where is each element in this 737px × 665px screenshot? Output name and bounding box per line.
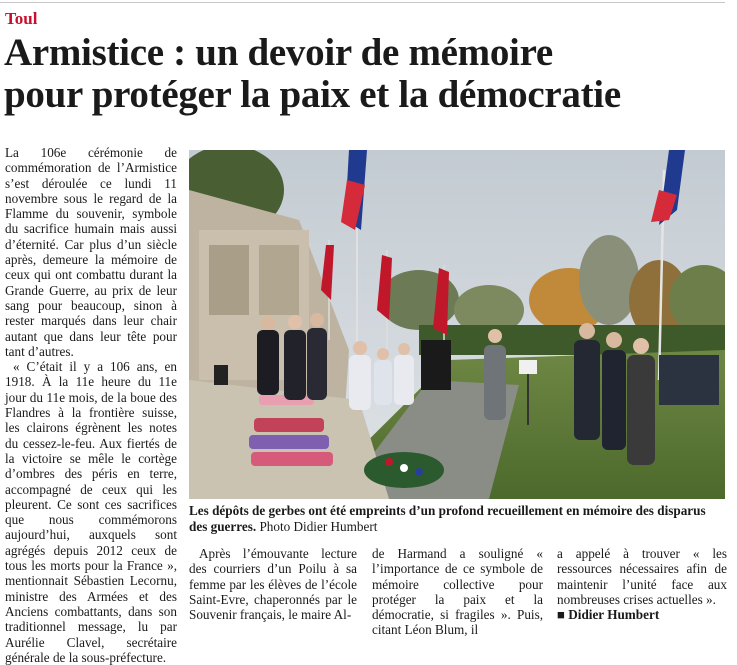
paragraph-3-cont: de Harmand a souligné « l’importance de ce symbole de mémoire collective pour protéger la paix et la démocratie, si fragiles ». Puis, citant Léon Blum, il	[372, 546, 543, 638]
paragraph-3-end: a appelé à trouver « les ressources nécessaires afin de maintenir l’unité face aux nombreuses crises actuelles ».	[557, 546, 727, 607]
byline: ■ Didier Humbert	[557, 607, 660, 623]
hedge	[419, 325, 725, 355]
article-column-3	[372, 546, 543, 638]
article-column-4	[557, 546, 727, 622]
ceremony-photo	[189, 150, 725, 499]
section-kicker: Toul	[5, 9, 38, 28]
flame-of-remembrance	[214, 365, 228, 385]
headline-line-1: Armistice : un devoir de mémoire	[4, 31, 553, 74]
headline	[4, 32, 732, 116]
article-column-1	[5, 145, 177, 665]
ceremony-photo-illustration	[189, 150, 725, 499]
caption-text: Les dépôts de gerbes ont été empreints d’un profond recueillement en mémoire des disparus des guerres.	[189, 503, 706, 534]
paragraph-1: La 106e cérémonie de commémoration de l’Armistice s’est déroulée ce lundi 11 novembre sous le regard de la Flamme du souvenir, symbole du sacrifice humain mais aussi d’éternité. Car plus d’un siècle après, demeure la mémoire de ceux qui ont combattu durant la Grande Guerre, au prix de leur sang pour beaucoup, sinon à rester marqués dans leur chair autant que dans leur tête pour tant d’autres.	[5, 145, 177, 359]
paragraph-3: Après l’émouvante lecture des courriers d’un Poilu à sa femme par les élèves de l’école Saint-Evre, chaperonnés par le Souvenir français, le maire Al-	[189, 546, 357, 623]
paragraph-2: « C’était il y a 106 ans, en 1918. À la 11e heure du 11e jour du 11e mois, de la boue des Flandres à la frontière suisse, les clairons égrènent les notes du cessez-le-feu. Aux fiertés de la victoire se mêle le cortège d’ombres des péris en terre, accompagné de ceux qui les pleurent. Ce sont ces sacrifices que nous commémorons aujourd’hui, auxquels sont agrégés depuis 2012 ceux de tous les morts pour la France », mentionnait Sébastien Lecornu, ministre des Armées et des Anciens combattants, dans son traditionnel message, lu par Aurélie Clavel, secrétaire générale de la sous-préfecture.	[5, 359, 177, 665]
headline-line-2: pour protéger la paix et la démocratie	[4, 73, 621, 116]
photo-credit: Photo Didier Humbert	[259, 518, 378, 534]
top-rule	[0, 2, 725, 3]
photo-caption	[189, 503, 725, 534]
article-column-2	[189, 546, 357, 622]
